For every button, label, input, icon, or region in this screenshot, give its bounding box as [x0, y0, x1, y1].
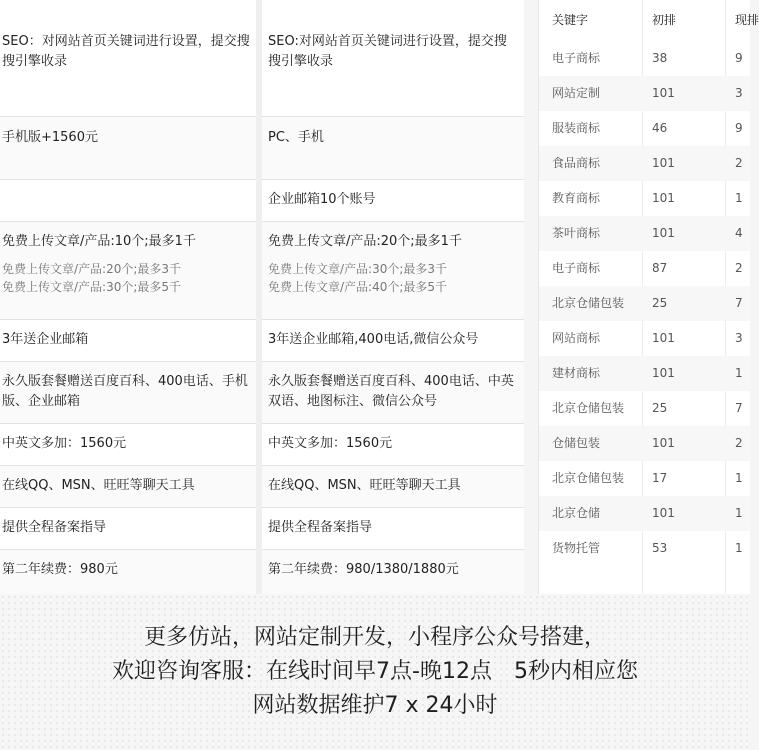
feature-row-renewal — [262, 550, 524, 594]
plan-column-premium — [262, 0, 524, 594]
current-rank-cell: 1 — [735, 506, 743, 520]
keyword-cell: 货物托管 — [552, 541, 601, 555]
feature-row-chat — [0, 466, 256, 508]
initial-rank-cell: 53 — [652, 541, 668, 555]
feature-text: PC、手机 — [268, 130, 324, 145]
initial-rank-cell: 101 — [652, 436, 675, 450]
keyword-cell: 北京仓储包装 — [552, 471, 625, 485]
feature-text: 第二年续费：980/1380/1880元 — [268, 562, 459, 577]
feature-text: 中英文多加：1560元 — [268, 436, 393, 451]
initial-rank-cell: 87 — [652, 261, 668, 275]
feature-row-mobile — [262, 117, 524, 180]
plan-column-basic — [0, 0, 256, 594]
keyword-cell: 建材商标 — [552, 366, 601, 380]
header-current-rank: 现排 — [735, 13, 759, 27]
feature-text: 3年送企业邮箱 — [2, 332, 89, 347]
initial-rank-cell: 101 — [652, 226, 675, 240]
initial-rank-cell: 101 — [652, 331, 675, 345]
initial-rank-cell: 101 — [652, 156, 675, 170]
header-keyword: 关键字 — [552, 13, 589, 27]
current-rank-cell: 3 — [735, 86, 743, 100]
current-rank-cell: 2 — [735, 156, 743, 170]
current-rank-cell: 7 — [735, 401, 743, 415]
keyword-row — [539, 286, 751, 321]
current-rank-cell: 2 — [735, 261, 743, 275]
keyword-cell: 北京仓储包装 — [552, 401, 625, 415]
feature-text: 手机版+1560元 — [2, 130, 98, 145]
feature-row-upload — [262, 222, 524, 320]
feature-row-renewal — [0, 550, 256, 594]
keyword-row — [539, 76, 751, 111]
keyword-ranking-table — [538, 0, 759, 594]
feature-text: SEO:对网站首页关键词进行设置，提交搜搜引擎收录 — [268, 34, 507, 69]
feature-row-seo — [0, 0, 256, 117]
keyword-cell: 茶叶商标 — [552, 226, 601, 240]
keyword-row — [539, 41, 751, 76]
initial-rank-cell: 46 — [652, 121, 668, 135]
feature-text: 免费上传文章/产品:20个;最多1千 — [268, 234, 462, 249]
feature-row-seo — [262, 0, 524, 117]
feature-row-gift — [262, 320, 524, 362]
current-rank-cell: 9 — [735, 51, 743, 65]
keyword-cell: 仓储包装 — [552, 436, 601, 450]
current-rank-cell: 1 — [735, 191, 743, 205]
keyword-row — [539, 251, 751, 286]
feature-row-filing — [262, 508, 524, 550]
feature-text: SEO：对网站首页关键词进行设置，提交搜搜引擎收录 — [2, 34, 250, 69]
keyword-cell: 教育商标 — [552, 191, 601, 205]
keyword-cell: 服装商标 — [552, 121, 601, 135]
current-rank-cell: 3 — [735, 331, 743, 345]
initial-rank-cell: 17 — [652, 471, 668, 485]
feature-subtext: 免费上传文章/产品:30个;最多5千 — [2, 280, 182, 294]
feature-text: 在线QQ、MSN、旺旺等聊天工具 — [268, 478, 461, 493]
keyword-row — [539, 461, 751, 496]
feature-text: 3年送企业邮箱,400电话,微信公众号 — [268, 332, 479, 347]
keyword-row — [539, 356, 751, 391]
keyword-cell: 食品商标 — [552, 156, 601, 170]
keyword-row — [539, 391, 751, 426]
keyword-cell: 网站商标 — [552, 331, 601, 345]
feature-text: 免费上传文章/产品:10个;最多1千 — [2, 234, 196, 249]
feature-row-language — [262, 424, 524, 466]
feature-text: 中英文多加：1560元 — [2, 436, 127, 451]
footer-line-contact-hours: 欢迎咨询客服：在线时间早7点-晚12点 5秒内相应您 — [112, 659, 638, 684]
feature-subtext: 免费上传文章/产品:30个;最多3千 — [268, 262, 448, 276]
initial-rank-cell: 25 — [652, 401, 668, 415]
keyword-row — [539, 111, 751, 146]
feature-text: 提供全程备案指导 — [268, 520, 373, 535]
keyword-cell: 电子商标 — [552, 51, 601, 65]
current-rank-cell: 1 — [735, 366, 743, 380]
feature-text: 在线QQ、MSN、旺旺等聊天工具 — [2, 478, 195, 493]
keyword-cell: 网站定制 — [552, 86, 601, 100]
initial-rank-cell: 101 — [652, 366, 675, 380]
feature-row-language — [0, 424, 256, 466]
feature-row-email — [0, 180, 256, 222]
header-initial-rank: 初排 — [652, 13, 677, 27]
initial-rank-cell: 101 — [652, 506, 675, 520]
initial-rank-cell: 38 — [652, 51, 668, 65]
footer-line-maintenance: 网站数据维护7 x 24小时 — [252, 693, 498, 718]
feature-subtext: 免费上传文章/产品:20个;最多3千 — [2, 262, 182, 276]
feature-row-chat — [262, 466, 524, 508]
footer-line-services: 更多仿站，网站定制开发，小程序公众号搭建， — [143, 625, 606, 650]
feature-text: 永久版套餐赠送百度百科、400电话、手机版、企业邮箱 — [2, 374, 248, 409]
keyword-row — [539, 321, 751, 356]
current-rank-cell: 2 — [735, 436, 743, 450]
feature-row-gift — [0, 320, 256, 362]
feature-text: 第二年续费：980元 — [2, 562, 118, 577]
keyword-row — [539, 426, 751, 461]
keyword-row — [539, 146, 751, 181]
feature-row-upload — [0, 222, 256, 320]
current-rank-cell: 9 — [735, 121, 743, 135]
keyword-row — [539, 531, 751, 566]
initial-rank-cell: 101 — [652, 86, 675, 100]
keyword-table-header — [539, 3, 759, 38]
feature-text: 永久版套餐赠送百度百科、400电话、中英双语、地图标注、微信公众号 — [268, 374, 514, 409]
feature-row-email — [262, 180, 524, 222]
contact-footer — [0, 594, 750, 750]
current-rank-cell: 1 — [735, 541, 743, 555]
initial-rank-cell: 25 — [652, 296, 668, 310]
current-rank-cell: 1 — [735, 471, 743, 485]
feature-text — [0, 180, 256, 190]
feature-text: 企业邮箱10个账号 — [268, 192, 376, 207]
keyword-cell: 北京仓储 — [552, 506, 601, 520]
feature-text: 提供全程备案指导 — [2, 520, 107, 535]
keyword-row — [539, 216, 751, 251]
initial-rank-cell: 101 — [652, 191, 675, 205]
feature-row-bundle — [262, 362, 524, 424]
current-rank-cell: 7 — [735, 296, 743, 310]
feature-row-bundle — [0, 362, 256, 424]
feature-subtext: 免费上传文章/产品:40个;最多5千 — [268, 280, 448, 294]
feature-row-mobile — [0, 117, 256, 180]
keyword-cell: 电子商标 — [552, 261, 601, 275]
keyword-row — [539, 181, 751, 216]
keyword-row — [539, 496, 751, 531]
keyword-cell: 北京仓储包装 — [552, 296, 625, 310]
current-rank-cell: 4 — [735, 226, 743, 240]
feature-row-filing — [0, 508, 256, 550]
